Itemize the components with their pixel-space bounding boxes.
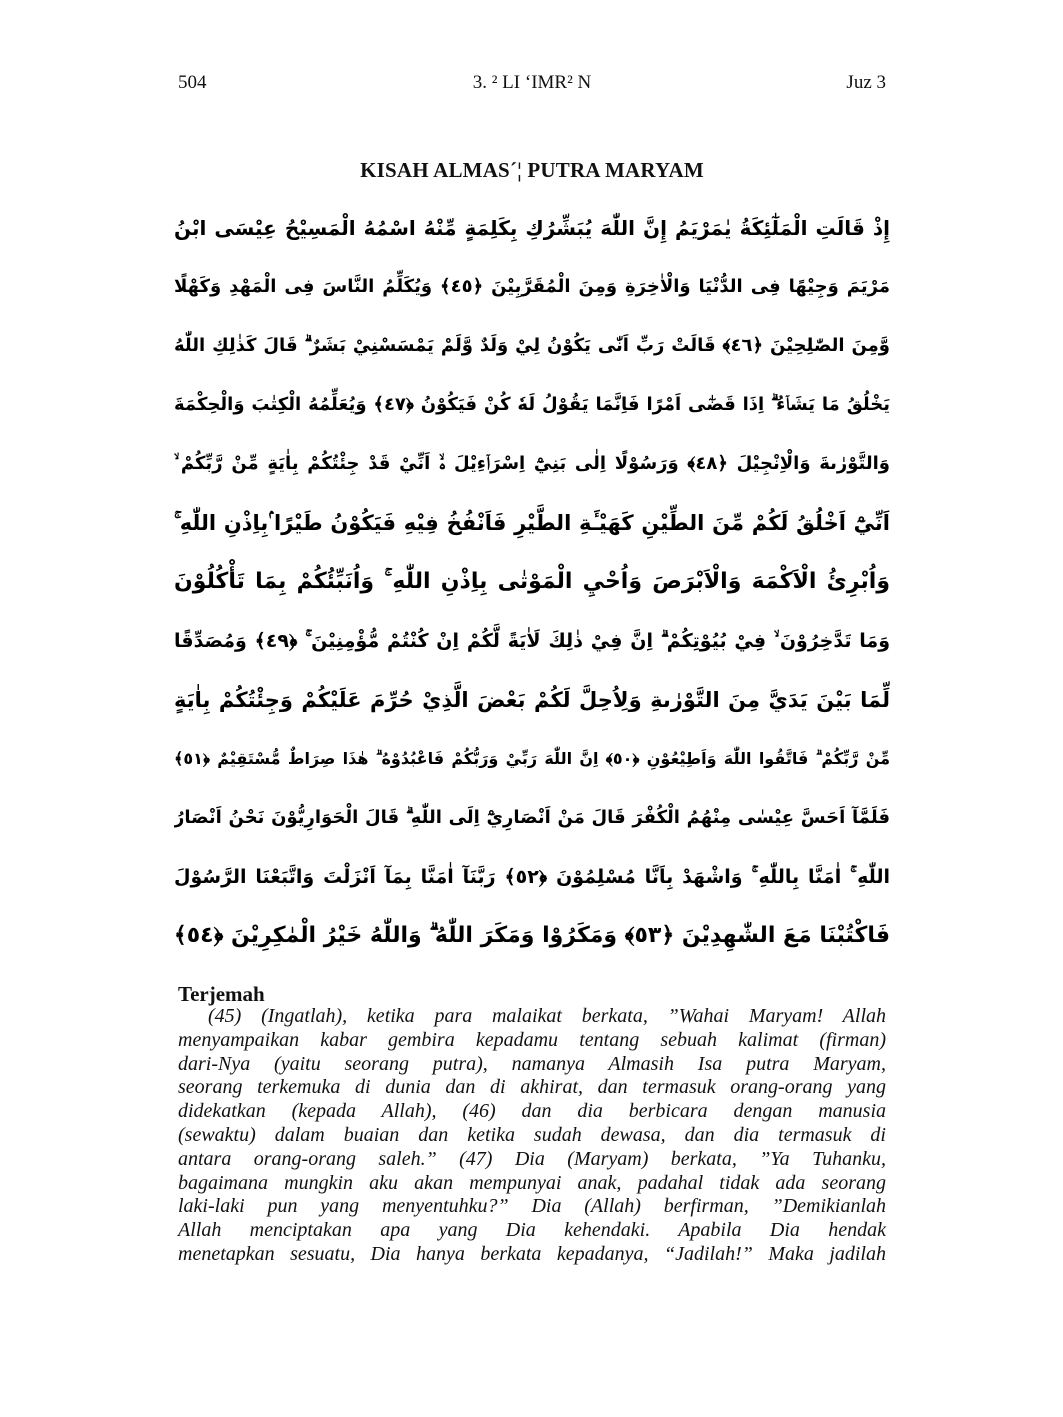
translation-line: didekatkan (kepada Allah), (46) dan dia berbicara dengan manusia [178,1100,886,1123]
translation-line: bagaimana mungkin aku akan mempunyai anak, padahal tidak ada seorang [178,1171,886,1194]
arabic-line: لِّمَا بَيْنَ يَدَيَّ مِنَ التَّوْرٰىةِ وَلِاُحِلَّ لَكُمْ بَعْضَ الَّذِيْ حُرِّمَ عَلَيْكُمْ وَجِئْتُكُمْ بِاٰيَةٍ [174,688,890,712]
translation-line: (45) (Ingatlah), ketika para malaikat berkata, ”Wahai Maryam! Allah [208,1005,886,1027]
translation-line: laki-laki pun yang menyentuhku?” Dia (Allah) berfirman, ”Demikianlah [178,1195,886,1218]
translation-line: (sewaktu) dalam buaian dan ketika sudah dewasa, dan dia termasuk di [178,1123,886,1146]
arabic-line: مِّنْ رَّبِّكُمْ ۗ فَاتَّقُوا اللّٰهَ وَاَطِيْعُوْنِ ﴿٥٠﴾ اِنَّ اللّٰهَ رَبِّيْ وَرَبُّكُمْ فَاعْبُدُوْهُ ۗ هٰذَا صِرَاطٌ مُّسْتَقِيْمٌ ﴿٥١﴾ [174,749,890,768]
translation-text [178,1005,886,1267]
translation-line: seorang terkemuka di dunia dan di akhirat, dan termasuk orang-orang yang [178,1076,886,1099]
arabic-line: إِذْ قَالَتِ الْمَلٰٓئِكَةُ يٰمَرْيَمُ إِنَّ اللّٰهَ يُبَشِّرُكِ بِكَلِمَةٍ مِّنْهُ اسْمُهُ الْمَسِيْحُ عِيْسَى ابْنُ [174,216,890,240]
arabic-line: وَّمِنَ الصّٰلِحِيْنَ ﴿٤٦﴾ قَالَتْ رَبِّ اَنّٰى يَكُوْنُ لِيْ وَلَدٌ وَّلَمْ يَمْسَسْنِيْ بَشَرٌ ۗ قَالَ كَذٰلِكِ اللّٰهُ [174,335,890,356]
arabic-line: اللّٰهِ ۚ اٰمَنَّا بِاللّٰهِ ۚ وَاشْهَدْ بِاَنَّا مُسْلِمُوْنَ ﴿٥٢﴾ رَبَّنَآ اٰمَنَّا بِمَآ اَنْزَلْتَ وَاتَّبَعْنَا الرَّسُوْلَ [174,866,890,888]
arabic-verses [174,200,890,970]
arabic-line: وَاُبْرِئُ الْاَكْمَهَ وَالْاَبْرَصَ وَاُحْيِ الْمَوْتٰى بِاِذْنِ اللّٰهِ ۚ وَاُنَبِّئُكُمْ بِمَا تَأْكُلُوْنَ [174,569,890,594]
arabic-line: فَاكْتُبْنَا مَعَ الشّٰهِدِيْنَ ﴿٥٣﴾ وَمَكَرُوْا وَمَكَرَ اللّٰهُ ۗ وَاللّٰهُ خَيْرُ الْمٰكِرِيْنَ ﴿٥٤﴾ [174,923,890,948]
translation-heading: Terjemah [178,982,265,1006]
arabic-line: فَلَمَّآ اَحَسَّ عِيْسٰى مِنْهُمُ الْكُفْرَ قَالَ مَنْ اَنْصَارِيْٓ اِلَى اللّٰهِ ۗ قَالَ الْحَوَارِيُّوْنَ نَحْنُ اَنْصَارُ [174,807,890,828]
arabic-line: وَالتَّوْرٰىةَ وَالْاِنْجِيْلَ ﴿٤٨﴾ وَرَسُوْلًا اِلٰى بَنِيْٓ اِسْرَاۤءِيْلَ ەۙ اَنِّيْ قَدْ جِئْتُكُمْ بِاٰيَةٍ مِّنْ رَّبِّكُمْ ۙ [174,453,890,474]
arabic-line: مَرْيَمَ وَجِيْهًا فِى الدُّنْيَا وَالْاٰخِرَةِ وَمِنَ الْمُقَرَّبِيْنَ ﴿٤٥﴾ وَيُكَلِّمُ النَّاسَ فِى الْمَهْدِ وَكَهْلًا [174,276,890,297]
juz-label: Juz 3 [846,72,886,93]
section-title: KISAH ALMAS´¦ PUTRA MARYAM [360,158,704,182]
translation-line: Allah menciptakan apa yang Dia kehendaki. Apabila Dia hendak [178,1219,886,1242]
arabic-line: اَنِّيْٓ اَخْلُقُ لَكُمْ مِّنَ الطِّيْنِ كَهَيْـَٔةِ الطَّيْرِ فَاَنْفُخُ فِيْهِ فَيَكُوْنُ طَيْرًا ۢبِاِذْنِ اللّٰهِ ۚ [174,511,890,535]
translation-line: dari-Nya (yaitu seorang putra), namanya Almasih Isa putra Maryam, [178,1052,886,1075]
arabic-line: وَمَا تَدَّخِرُوْنَ ۙ فِيْ بُيُوْتِكُمْ ۗ اِنَّ فِيْ ذٰلِكَ لَاٰيَةً لَّكُمْ اِنْ كُنْتُمْ مُّؤْمِنِيْنَ ۚ ﴿٤٩﴾ وَمُصَدِّقًا [174,630,890,652]
running-header [178,72,886,98]
page-number: 504 [178,72,207,93]
arabic-line: يَخْلُقُ مَا يَشَاۤءُ ۗ اِذَا قَضٰٓى اَمْرًا فَاِنَّمَا يَقُوْلُ لَهٗ كُنْ فَيَكُوْنُ ﴿٤٧﴾ وَيُعَلِّمُهُ الْكِتٰبَ وَالْحِكْمَةَ [174,394,890,415]
translation-line: menyampaikan kabar gembira kepadamu tentang sebuah kalimat (firman) [178,1028,886,1051]
surah-title: 3. ² LI ‘IMR² N [472,72,592,93]
translation-line: antara orang-orang saleh.” (47) Dia (Maryam) berkata, ”Ya Tuhanku, [178,1147,886,1170]
translation-line: menetapkan sesuatu, Dia hanya berkata kepadanya, “Jadilah!” Maka jadilah [178,1242,886,1265]
